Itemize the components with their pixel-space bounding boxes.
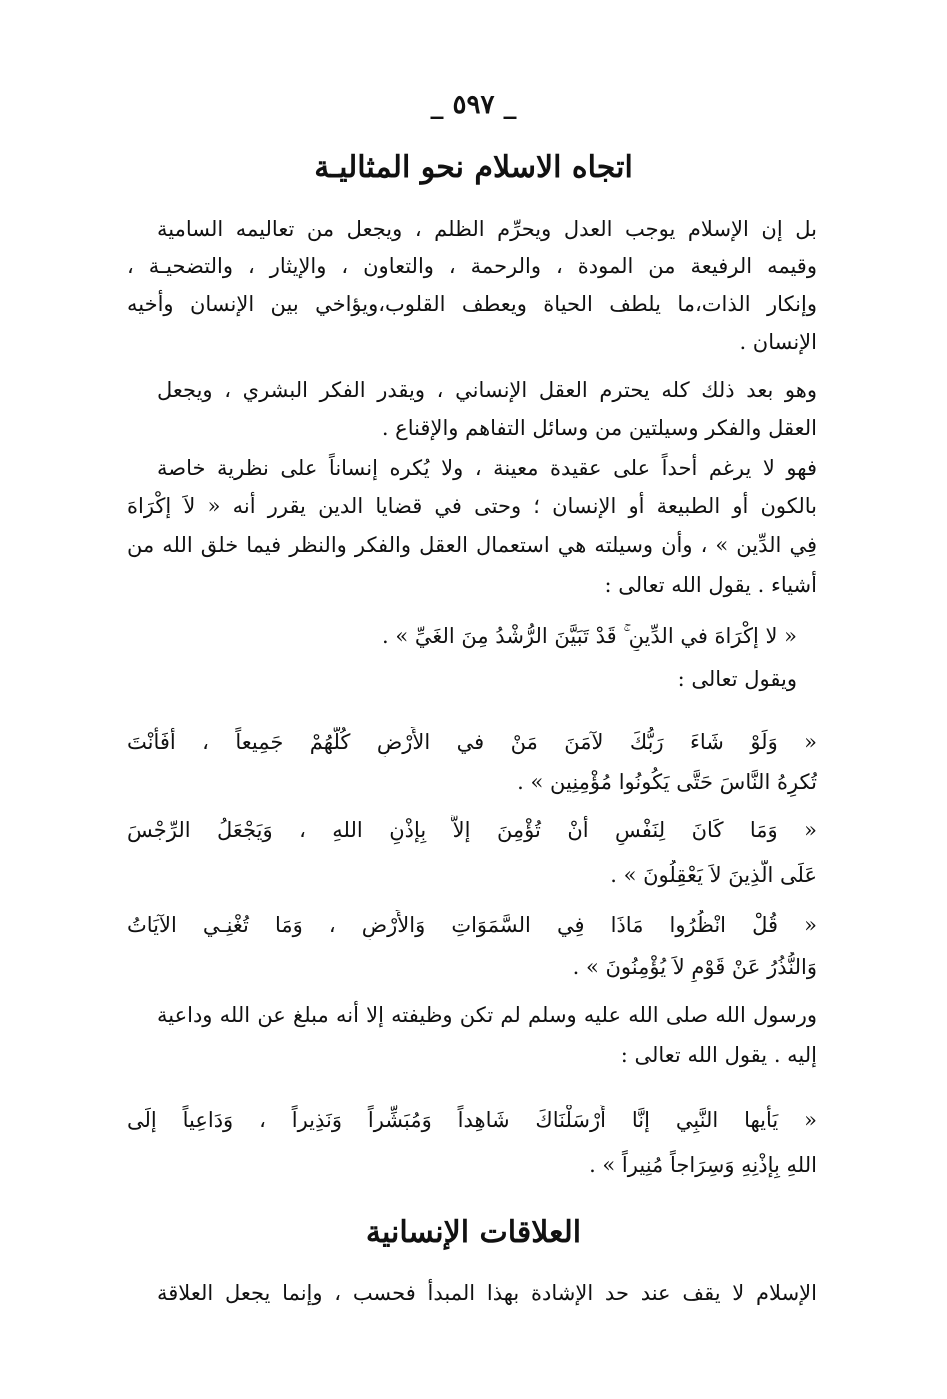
quran-verse-line: وَالنُّذُرُ عَنْ قَوْمٍ لاَ يُؤْمِنُونَ » .: [572, 955, 817, 979]
paragraph-line: إليه . يقول الله تعالى :: [620, 1043, 817, 1067]
quran-verse-line: عَلَى الَّذِينَ لاَ يَعْقِلُونَ » .: [610, 863, 817, 887]
paragraph-line: الإسلام لا يقف عند حد الإشادة بهذا المبدأ فحسب ، وإنما يجعل العلاقة: [157, 1281, 817, 1305]
quran-verse-line: « يَأيها النَّبِي إنَّا أَرْسَلْنَاكَ شَاهِداً وَمُبَشِّراً وَنَذِيراً ، وَدَاعِياً إلَى: [127, 1108, 817, 1132]
quran-verse-line: « قُلْ انْظُرُوا مَاذَا فِي السَّمَوَاتِ وَالأَرْضِ ، وَمَا تُغْنِـي الآيَاتُ: [127, 913, 817, 937]
paragraph-line: فِي الدِّين » ، وأن وسيلته هي استعمال العقل والفكر والنظر فيما خلق الله من: [127, 533, 817, 557]
quran-verse-line: « لا إكْرَاهَ في الدِّينِ ۚ قَدْ تَبَيَّنَ الرُّشْدُ مِنَ الغَيِّ » .: [381, 624, 797, 648]
paragraph-line: ورسول الله صلى الله عليه وسلم لم تكن وظيفته إلا أنه مبلغ عن الله وداعية: [157, 1003, 817, 1027]
quran-verse-line: « وَمَا كَانَ لِنَفْسٍ أنْ تُؤْمِنَ إلاَّ بِإذْنِ اللهِ ، وَيَجْعَلُ الرِّجْسَ: [127, 818, 817, 842]
paragraph-line: ويقول تعالى :: [677, 667, 797, 691]
paragraph-line: وهو بعد ذلك كله يحترم العقل الإنساني ، ويقدر الفكر البشري ، ويجعل: [157, 378, 817, 402]
quran-verse-line: اللهِ بِإذْنِهِ وَسِرَاجاً مُنِيراً » .: [589, 1153, 817, 1177]
paragraph-line: العقل والفكر وسيلتين من وسائل التفاهم والإقناع .: [381, 416, 817, 440]
paragraph-line: بالكون أو الطبيعة أو الإنسان ؛ وحتى في قضايا الدين يقرر أنه « لاَ إكْرَاهَ: [127, 494, 817, 518]
section-heading-islam-idealism: اتجاه الاسلام نحو المثاليـة: [314, 150, 633, 185]
paragraph-line: الإنسان .: [739, 330, 817, 354]
section-heading-human-relations: العلاقات الإنسانية: [365, 1215, 582, 1250]
paragraph-line: وإنكار الذات،ما يلطف الحياة ويعطف القلوب،ويؤاخي بين الإنسان وأخيه: [127, 292, 817, 316]
paragraph-line: فهو لا يرغم أحداً على عقيدة معينة ، ولا يُكره إنساناً على نظرية خاصة: [157, 456, 817, 480]
paragraph-line: أشياء . يقول الله تعالى :: [604, 573, 817, 597]
paragraph-line: بل إن الإسلام يوجب العدل ويحرِّم الظلم ، ويجعل من تعاليمه السامية: [157, 217, 817, 241]
paragraph-line: وقيمه الرفيعة من المودة ، والرحمة ، والتعاون ، والإيثار ، والتضحيـة ،: [127, 254, 817, 278]
quran-verse-line: « وَلَوْ شَاءَ رَبُّكَ لآمَنَ مَنْ في الأَرْضِ كُلُّهُمْ جَمِيعاً ، أفَأنْتَ: [127, 730, 817, 754]
quran-verse-line: تُكرِهُ النَّاسَ حَتَّى يَكُونُوا مُؤْمِنِين » .: [517, 770, 817, 794]
page-number: _ ٥٩٧ _: [430, 90, 517, 120]
